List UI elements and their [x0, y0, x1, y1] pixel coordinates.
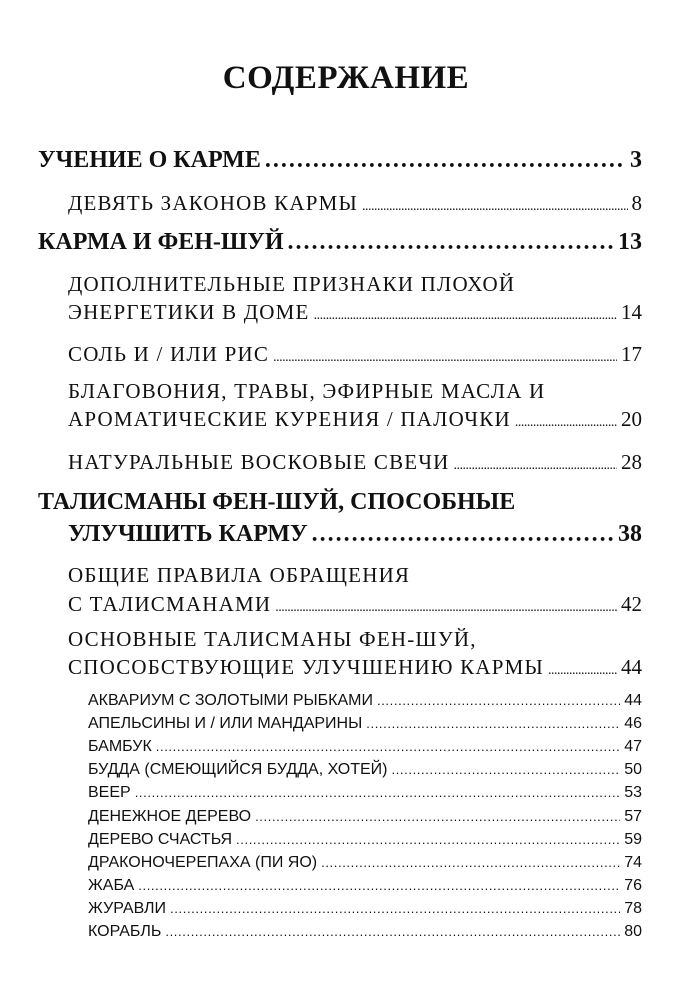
toc-entry[interactable]: [68, 342, 642, 367]
toc-entry-label: ЖАБА: [88, 877, 135, 894]
leader-dots: [362, 191, 627, 216]
toc-entry-page: 17: [621, 342, 642, 366]
toc-entry-page: 14: [621, 300, 642, 324]
leader-dots: [377, 692, 620, 710]
toc-entry-label: ЭНЕРГЕТИКИ В ДОМЕ: [68, 300, 310, 324]
toc-entry-label: ЖУРАВЛИ: [88, 900, 167, 917]
toc-entry-label: КАРМА И ФЕН-ШУЙ: [38, 229, 284, 255]
toc-entry-label: ДЕНЕЖНОЕ ДЕРЕВО: [88, 808, 252, 825]
toc-entry-page: 44: [621, 655, 642, 679]
toc-entry-label: ДРАКОНОЧЕРЕПАХА (ПИ ЯО): [88, 854, 318, 871]
toc-subentry[interactable]: [88, 761, 642, 779]
toc-entry-line1: ДОПОЛНИТЕЛЬНЫЕ ПРИЗНАКИ ПЛОХОЙ: [68, 272, 516, 296]
toc-subentry[interactable]: [88, 808, 642, 826]
toc-entry-page: 13: [618, 229, 642, 255]
toc-entry-label: ВЕЕР: [88, 784, 131, 801]
toc-entry-line1: ОБЩИЕ ПРАВИЛА ОБРАЩЕНИЯ: [68, 563, 411, 587]
toc-entry-label: С ТАЛИСМАНАМИ: [68, 592, 272, 616]
toc-entry-page: 20: [621, 407, 642, 431]
leader-dots: [165, 923, 620, 941]
toc-entry-line1: ТАЛИСМАНЫ ФЕН-ШУЙ, СПОСОБНЫЕ: [38, 489, 516, 515]
leader-dots: [273, 342, 617, 367]
toc-entry-label: АРОМАТИЧЕСКИЕ КУРЕНИЯ / ПАЛОЧКИ: [68, 407, 511, 431]
toc-entry-page: 46: [624, 715, 642, 732]
toc-entry-label: КОРАБЛЬ: [88, 923, 162, 940]
toc-entry-page: 59: [624, 831, 642, 848]
toc-entry-page: 8: [631, 191, 642, 215]
toc-entry-label: ДЕРЕВО СЧАСТЬЯ: [88, 831, 233, 848]
toc-subentry[interactable]: [88, 854, 642, 872]
toc-entry[interactable]: [68, 450, 642, 475]
toc-subentry[interactable]: [88, 923, 642, 941]
leader-dots: [454, 450, 617, 475]
toc-subentry[interactable]: [88, 715, 642, 733]
toc-entry-page: 53: [624, 784, 642, 801]
toc-entry-page: 74: [624, 854, 642, 871]
toc-entry-label: СОЛЬ И / ИЛИ РИС: [68, 342, 270, 366]
toc-entry-page: 78: [624, 900, 642, 917]
toc-entry-page: 28: [621, 450, 642, 474]
leader-dots: [236, 831, 620, 849]
toc-entry-page: 80: [624, 923, 642, 940]
toc-entry[interactable]: [68, 407, 642, 432]
toc-entry-label: АКВАРИУМ С ЗОЛОТЫМИ РЫБКАМИ: [88, 692, 373, 709]
toc-subentry[interactable]: [88, 692, 642, 710]
toc-entry-line1: ОСНОВНЫЕ ТАЛИСМАНЫ ФЕН-ШУЙ,: [68, 627, 477, 651]
toc-entry-label: СПОСОБСТВУЮЩИЕ УЛУЧШЕНИЮ КАРМЫ: [68, 655, 544, 679]
toc-subentry[interactable]: [88, 831, 642, 849]
toc-subentry[interactable]: [88, 877, 642, 895]
toc-entry[interactable]: [68, 655, 642, 680]
toc-entry-page: 42: [621, 592, 642, 616]
leader-dots: [548, 655, 617, 680]
leader-dots: [265, 147, 626, 174]
toc-entry-label: НАТУРАЛЬНЫЕ ВОСКОВЫЕ СВЕЧИ: [68, 450, 450, 474]
toc-entry[interactable]: [68, 300, 642, 325]
toc-entry[interactable]: [68, 592, 642, 617]
toc-entry[interactable]: [38, 147, 642, 174]
leader-dots: [138, 877, 620, 895]
leader-dots: [255, 808, 620, 826]
leader-dots: [515, 407, 617, 432]
leader-dots: [156, 738, 620, 756]
toc-entry-page: 44: [624, 692, 642, 709]
leader-dots: [391, 761, 620, 779]
toc-entry-label: УЧЕНИЕ О КАРМЕ: [38, 147, 261, 173]
toc-subentry[interactable]: [88, 784, 642, 802]
toc-entry-page: 57: [624, 808, 642, 825]
toc-entry-page: 38: [618, 521, 642, 547]
toc-entry-label: ДЕВЯТЬ ЗАКОНОВ КАРМЫ: [68, 191, 359, 215]
leader-dots: [275, 592, 617, 617]
leader-dots: [314, 300, 617, 325]
leader-dots: [321, 854, 620, 872]
toc-subentry[interactable]: [88, 738, 642, 756]
toc-entry-line1: БЛАГОВОНИЯ, ТРАВЫ, ЭФИРНЫЕ МАСЛА И: [68, 379, 546, 403]
toc-entry-label: АПЕЛЬСИНЫ И / ИЛИ МАНДАРИНЫ: [88, 715, 363, 732]
toc-entry-page: 3: [630, 147, 642, 173]
leader-dots: [135, 784, 621, 802]
toc-entry-label: БУДДА (СМЕЮЩИЙСЯ БУДДА, ХОТЕЙ): [88, 761, 388, 778]
leader-dots: [312, 521, 614, 548]
page-title: СОДЕРЖАНИЕ: [222, 60, 470, 96]
leader-dots: [288, 229, 614, 256]
toc-entry[interactable]: [68, 521, 642, 548]
toc-entry[interactable]: [38, 229, 642, 256]
toc-entry-page: 47: [624, 738, 642, 755]
leader-dots: [366, 715, 620, 733]
toc-entry-page: 76: [624, 877, 642, 894]
toc-entry-label: УЛУЧШИТЬ КАРМУ: [68, 521, 308, 547]
toc-subentry[interactable]: [88, 900, 642, 918]
toc-entry-page: 50: [624, 761, 642, 778]
leader-dots: [170, 900, 620, 918]
toc-entry-label: БАМБУК: [88, 738, 152, 755]
toc-entry[interactable]: [68, 191, 642, 216]
